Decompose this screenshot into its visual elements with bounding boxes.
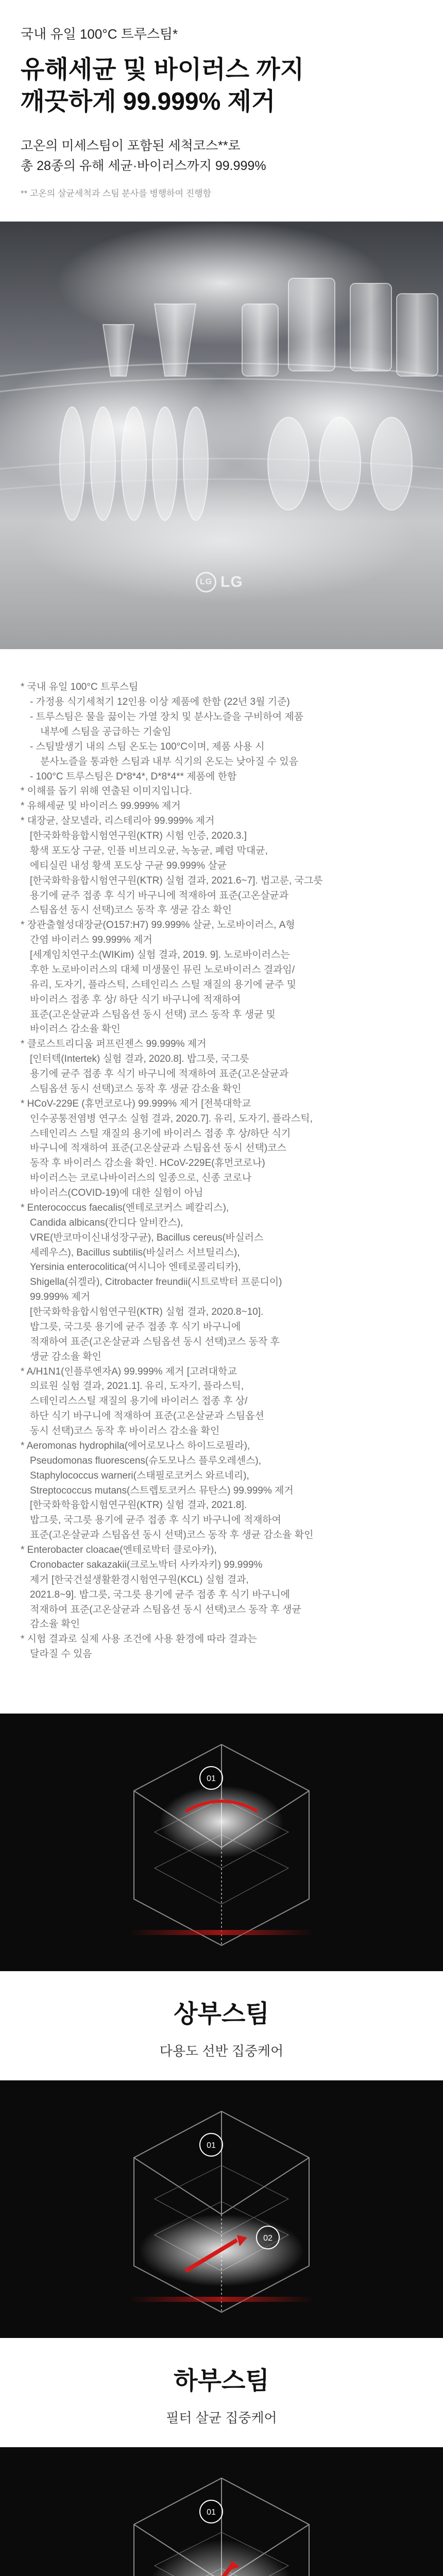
logo-mark-icon: LG <box>196 572 216 592</box>
steam-features <box>0 1714 443 2576</box>
feature-caption <box>0 1971 443 2080</box>
footnote-line: 바이러스는 코로나바이러스의 일종으로, 신종 코로나 <box>30 1173 252 1184</box>
footnote-line: Cronobacter sakazakii(크로노박터 사카자키) 99.999% <box>30 1559 263 1570</box>
footnote-line: Staphylococcus warneri(스태필로코커스 와르네리), <box>30 1470 249 1481</box>
feature-image <box>0 1714 443 1971</box>
footnote-line: * 장관출혈성대장균(O157:H7) 99.999% 살균, 노로바이러스, A형 <box>21 920 295 931</box>
footnote-line: * 이해를 돕기 위해 연출된 이미지입니다. <box>21 786 192 797</box>
footnote-line: * A/H1N1(인플루엔자A) 99.999% 제거 [고려대학교 <box>21 1366 237 1377</box>
footnote-line: 99.999% 제거 <box>30 1292 90 1303</box>
footnote-line: 달라질 수 있음 <box>30 1649 92 1660</box>
footnote-line: 에티실린 내성 황색 포도상 구균 99.999% 살균 <box>30 860 227 871</box>
footnote-line: 동시 선택)코스 동작 후 바이러스 감소율 확인 <box>30 1426 220 1437</box>
footnote-line: 감소율 확인 <box>30 1619 80 1630</box>
footnote-line: * 클로스트리디움 퍼프린젠스 99.999% 제거 <box>21 1039 207 1050</box>
footnote-line: 스테인리스스틸 재질의 용기에 바이러스 접종 후 상/ <box>30 1396 248 1407</box>
footnote-line: * 유해세균 및 바이러스 99.999% 제거 <box>21 801 181 812</box>
footnote-line: 동작 후 바이러스 감소율 확인. HCoV-229E(휴먼코로나) <box>30 1158 265 1169</box>
footnote-line: 간염 바이러스 99.999% 제거 <box>30 935 152 946</box>
footnote-line: * Enterococcus faecalis(엔테로코커스 페칼리스), <box>21 1202 229 1213</box>
footnote-line: Yersinia enterocolitica(여시니아 엔테로콜리티카), <box>30 1262 241 1273</box>
footnote-line: 스팀옵션 동시 선택)코스 동작 후 생균 감소 확인 <box>30 905 232 916</box>
footnote-line: [한국화학융합시험연구원(KTR) 실험 결과, 2021.8]. <box>30 1500 247 1511</box>
footnote-line: 바이러스 접종 후 상/ 하단 식기 바구니에 적재하여 <box>30 994 241 1005</box>
footnote-line: 바이러스(COVID-19)에 대한 실험이 아님 <box>30 1188 203 1199</box>
footnote-line: 황색 포도상 구균, 인플 비브리오균, 녹농균, 폐렴 막대균, <box>30 845 268 856</box>
footnote-line: [한국화학융합시험연구원(KTR) 시험 인증, 2020.3.] <box>30 831 247 842</box>
feature-block <box>0 2447 443 2576</box>
footnote-line: * Aeromonas hydrophila(에어로모나스 하이드로필라), <box>21 1440 250 1451</box>
footnote-line: [세계임치연구소(WIKim) 실험 결과, 2019. 9]. 노로바이러스는 <box>30 950 290 961</box>
footnote-line: [인터텍(Intertek) 실험 결과, 2020.8]. 밥그릇, 국그릇 <box>30 1054 249 1065</box>
footnote-line: 밥그릇, 국그릇 용기에 균주 접종 후 식기 바구니에 적재하여 <box>30 1515 282 1526</box>
subtext-line-1: 고온의 미세스팀이 포함된 세척코스**로 <box>21 138 241 153</box>
footnote-line: 용기에 균주 접종 후 식기 바구니에 적재하여 표준(고온살균과 <box>30 890 289 901</box>
marker-label: 01 <box>207 2141 216 2150</box>
footnote-line: [한국화학융합시험연구원(KTR) 실험 결과, 2021.6~7]. 법고룬, 국그릇 <box>30 875 323 886</box>
footnote-line: 적재하여 표준(고온살균과 스팀옵션 동시 선택)코스 동작 후 생균 <box>30 1604 301 1615</box>
feature-desc: 다용도 선반 집중케어 <box>159 2043 284 2059</box>
footnote-line: 내부에 스팀을 공급하는 기술임 <box>40 726 172 737</box>
feature-image <box>0 2447 443 2576</box>
marker-label: 02 <box>263 2234 272 2243</box>
footnote-line: Shigella(쉬겔라), Citrobacter freundii(시트로박터 프룬디이) <box>30 1277 282 1288</box>
footnote-line: 제거 [한국건설생활환경시험연구원(KCL) 실험 결과, <box>30 1574 249 1585</box>
logo-text: LG <box>220 573 243 591</box>
footnote-line: [한국화학융합시험연구원(KTR) 실험 결과, 2020.8~10]. <box>30 1307 264 1318</box>
headline-line-2: 깨끗하게 99.999% 제거 <box>21 88 276 116</box>
footnote-line: * 시험 결과로 실제 사용 조건에 사용 환경에 따라 결과는 <box>21 1634 257 1645</box>
steam-cube-illustration <box>0 2447 443 2576</box>
subtext <box>21 136 422 176</box>
footnote-line: - 트루스팀은 물을 끓이는 가열 장치 및 분사노즐을 구비하여 제품 <box>30 711 304 723</box>
footnote-line: VRE(반코마이신내성장구균), Bacillus cereus(바실러스 <box>30 1232 264 1243</box>
footnote-line: 세레우스), Bacillus subtilis(바실러스 서브틸리스), <box>30 1247 240 1258</box>
footnote-line: 바구니에 적재하여 표준(고온살균과 스팀옵션 동시 선택)코스 <box>30 1143 286 1154</box>
feature-caption <box>0 2338 443 2447</box>
footnote-line: - 스팀발생기 내의 스팀 온도는 100°C이며, 제품 사용 시 <box>30 741 265 752</box>
footnote-line: 유리, 도자기, 플라스틱, 스테인리스 스틸 재질의 용기에 균주 및 <box>30 979 296 990</box>
footnote-line: 인수공통전염병 연구소 실험 결과, 2020.7]. 유리, 도자기, 플라스틱, <box>30 1113 313 1124</box>
footnote-line: Streptococcus mutans(스트렙토코커스 뮤탄스) 99.999% 제거 <box>30 1485 294 1496</box>
steam-marker-01 <box>200 2133 223 2156</box>
footnote-line: * 국내 유일 100°C 트루스팀 <box>21 682 139 693</box>
footnotes-section <box>0 649 443 1662</box>
footnote-line: 표준(고온살균과 스팀옵션 동시 선택)코스 동작 후 생균 감소율 확인 <box>30 1530 314 1541</box>
hero-dishwasher-image <box>0 222 443 649</box>
steam-marker-01 <box>200 2500 223 2523</box>
footnote-line: * Enterobacter cloacae(엔테로박터 클로아카), <box>21 1545 217 1556</box>
steam-marker-01 <box>200 1767 223 1789</box>
feature-block <box>0 1714 443 2080</box>
brand-logo <box>196 572 243 592</box>
footnote-line: 표준(고온살균과 스팀옵션 동시 선택) 코스 동작 후 생균 및 <box>30 1009 276 1020</box>
feature-desc: 필터 살균 집중케어 <box>166 2410 277 2426</box>
marker-label: 01 <box>207 2508 216 2517</box>
footnote-line: 스팀옵션 동시 선택)코스 동작 후 생균 감소율 확인 <box>30 1083 242 1094</box>
intro-note: ** 고온의 살균세척과 스팀 분사를 병행하여 진행함 <box>21 189 212 199</box>
footnote-line: 하단 식기 바구니에 적재하여 표준(고온살균과 스팀옵션 <box>30 1411 264 1422</box>
footnote-line: - 가정용 식기세척기 12인용 이상 제품에 한함 (22년 3월 기준) <box>30 697 290 708</box>
headline-line-1: 유해세균 및 바이러스 까지 <box>21 56 304 83</box>
footnote-line: 2021.8~9]. 밥그릇, 국그릇 용기에 균주 접종 후 식기 바구니에 <box>30 1589 290 1600</box>
footnote-line: Candida albicans(칸디다 알비칸스), <box>30 1217 183 1228</box>
footnote-line: 바이러스 감소율 확인 <box>30 1024 121 1035</box>
feature-block <box>0 2080 443 2447</box>
footnote-line: 의료원 실험 결과, 2021.1]. 유리, 도자기, 플라스틱, <box>30 1381 244 1392</box>
footnote-line: 밥그릇, 국그릇 용기에 균주 접종 후 식기 바구니에 <box>30 1321 241 1332</box>
footnote-line: 용기에 균주 접종 후 식기 바구니에 적재하여 표준(고온살균과 <box>30 1069 289 1080</box>
steam-marker-02 <box>257 2226 279 2249</box>
feature-title: 하부스팀 <box>174 2367 269 2395</box>
steam-cube-illustration <box>0 2080 443 2338</box>
footnote-line: * 대장균, 살모넬라, 리스테리아 99.999% 제거 <box>21 816 215 827</box>
eyebrow-text: 국내 유일 100°C 트루스팀* <box>21 26 178 42</box>
subtext-line-2: 총 28종의 유해 세균·바이러스까지 99.999% <box>21 158 266 173</box>
footnote-line: * HCoV-229E (휴먼코로나) 99.999% 제거 [전북대학교 <box>21 1098 251 1109</box>
footnote-line: 스테인리스 스틸 재질의 용기에 바이러스 접종 후 상/하단 식기 <box>30 1128 291 1139</box>
steam-cube-illustration <box>0 1714 443 1971</box>
footnote-line: 생균 감소율 확인 <box>30 1351 102 1362</box>
footnote-line: Pseudomonas fluorescens(슈도모나스 플루오레센스), <box>30 1455 262 1466</box>
feature-title: 상부스팀 <box>174 2001 269 2028</box>
footnote-line: - 100°C 트루스팀은 D*8*4*, D*8*4** 제품에 한함 <box>30 771 237 782</box>
footnote-line: 후한 노로바이러스의 대체 미생물인 뮤린 노로바이러스 결과임/ <box>30 964 295 975</box>
headline <box>21 54 422 118</box>
feature-image <box>0 2080 443 2338</box>
marker-label: 01 <box>207 1774 216 1784</box>
footnote-line: 분사노즐을 통과한 스팀과 내부 식기의 온도는 낮아질 수 있음 <box>40 756 299 767</box>
footnote-line: 적재하여 표준(고온살균과 스팀옵션 동시 선택)코스 동작 후 <box>30 1336 280 1347</box>
intro-section <box>0 0 443 199</box>
